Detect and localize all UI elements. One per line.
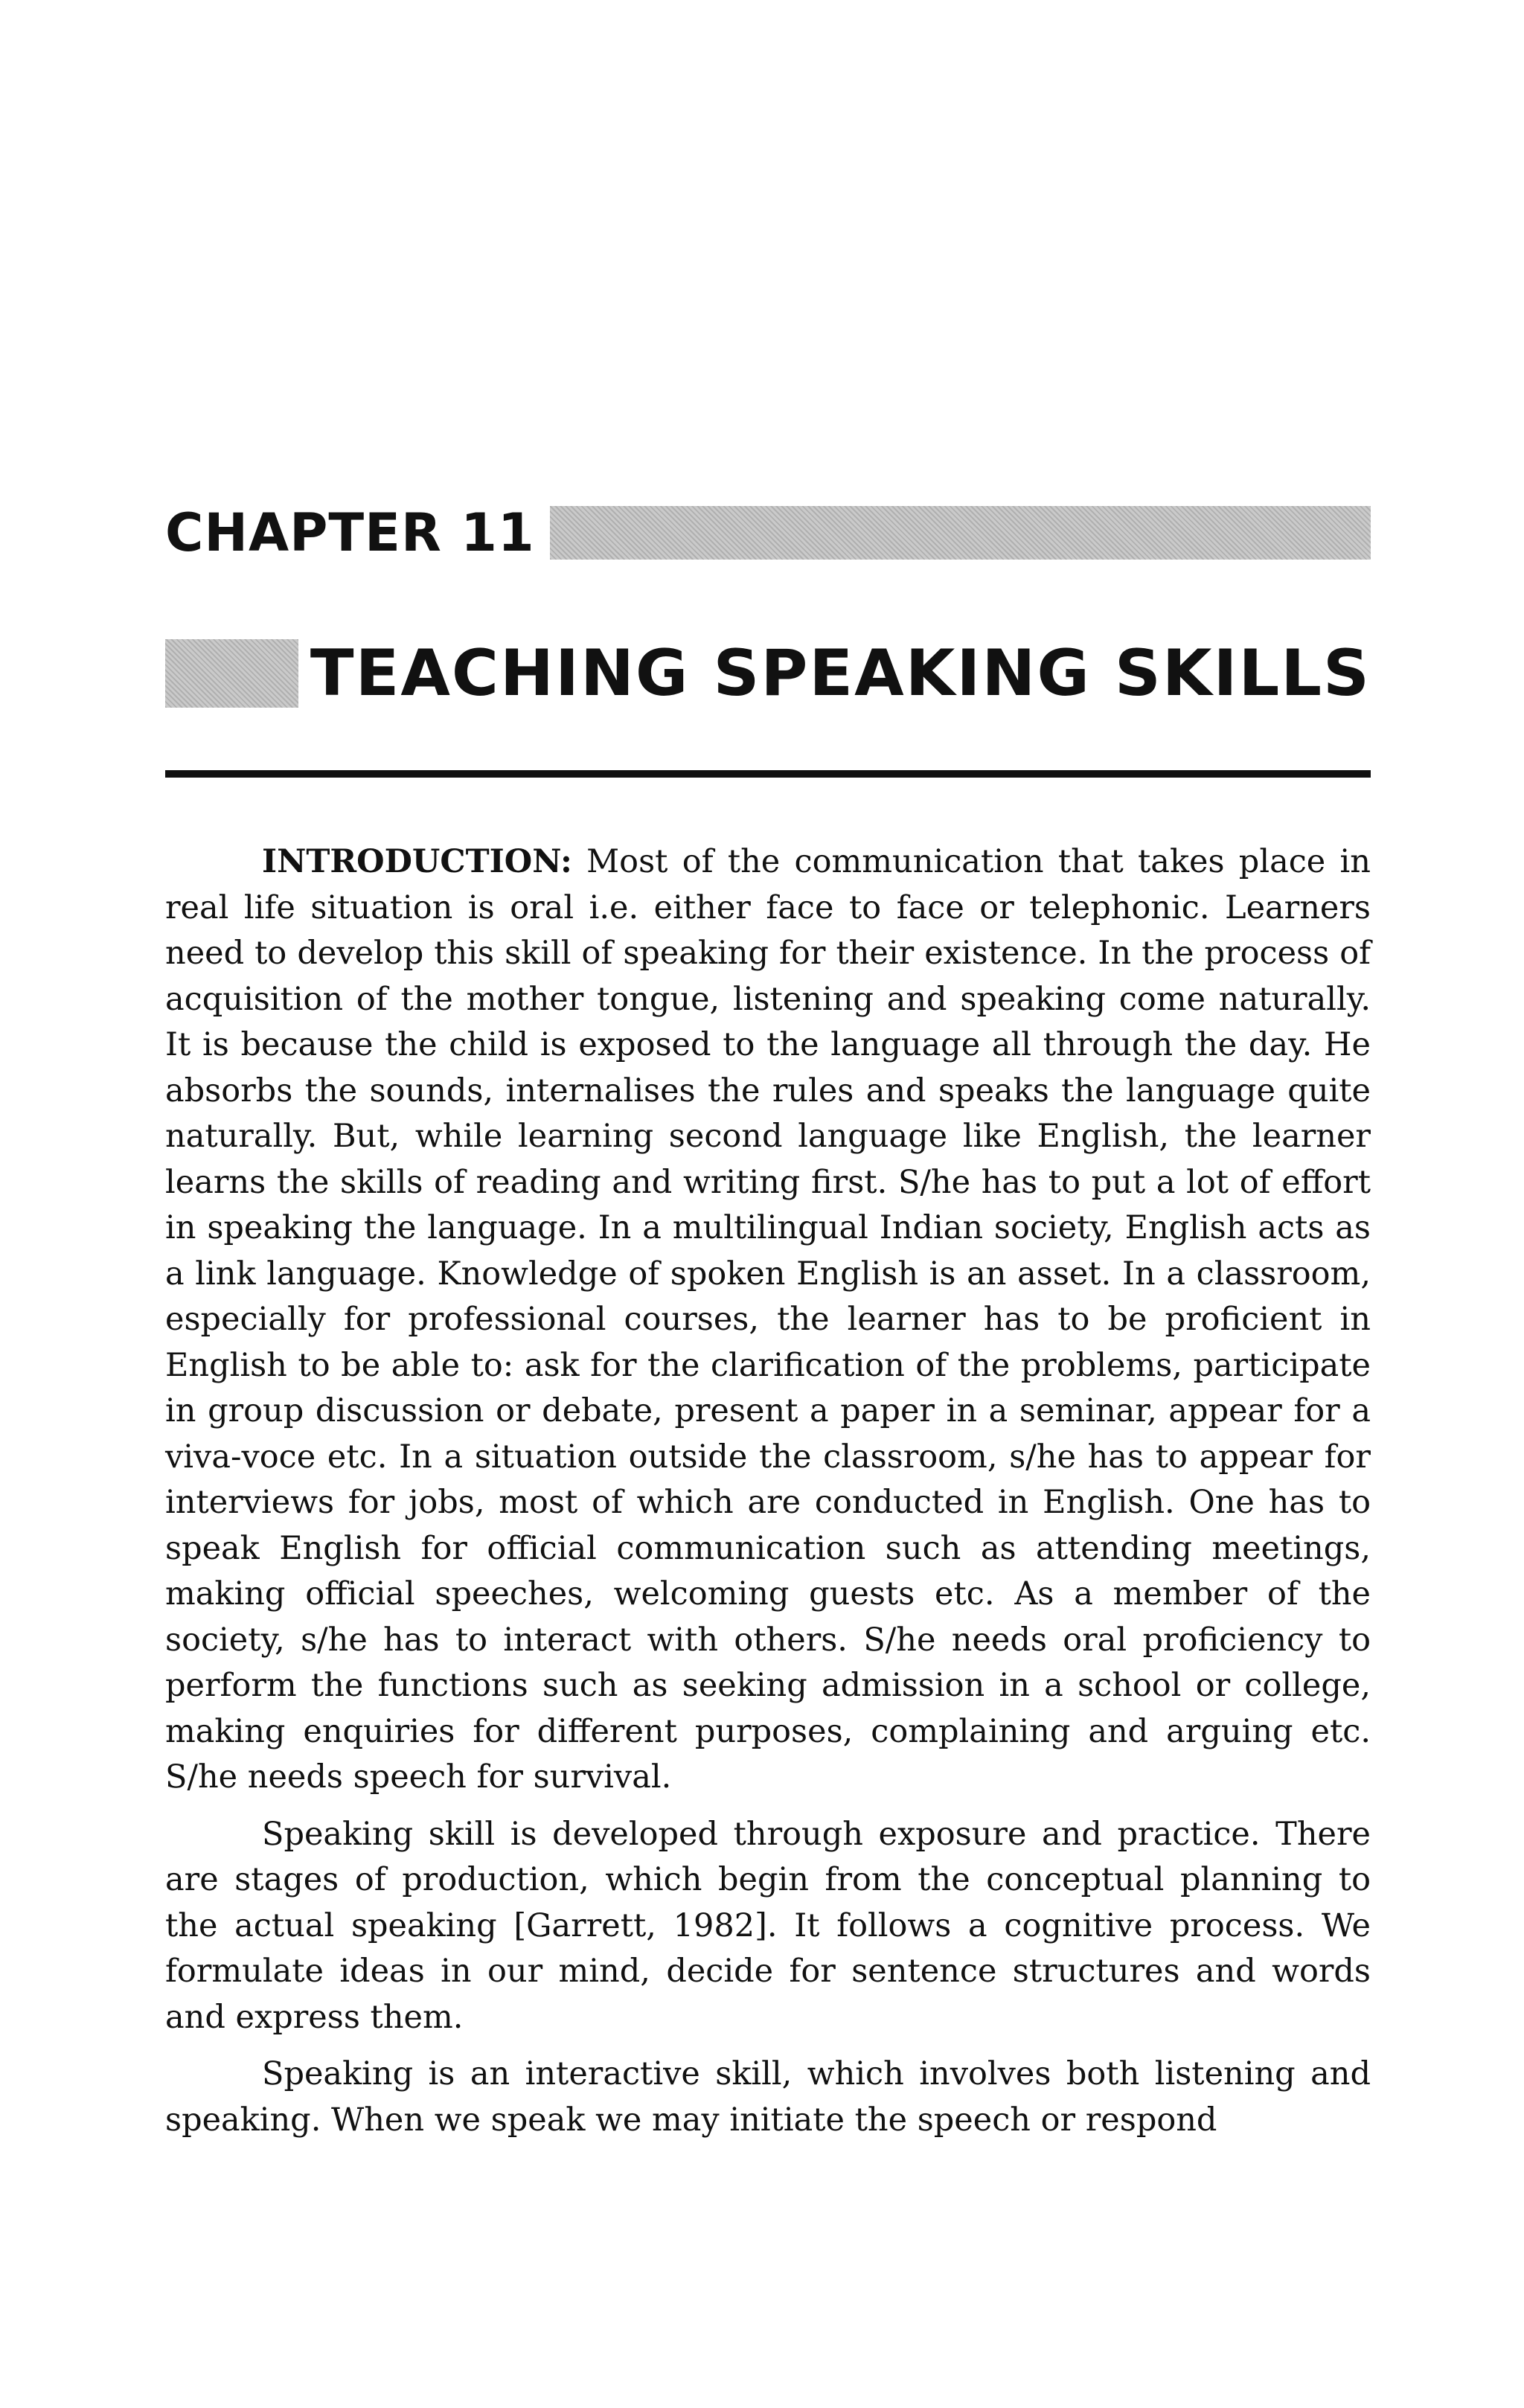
chapter-title: TEACHING SPEAKING SKILLS [310,636,1371,711]
body-text [165,839,1371,2154]
paragraph-3: Speaking is an interactive skill, which involves both listening and speaking. When we speak we may initiate the speech or respond [165,2055,1371,2139]
paragraph-introduction [165,839,1371,1801]
chapter-shaded-bar [550,506,1371,560]
introduction-label: INTRODUCTION: [262,843,572,880]
paragraph-2: Speaking skill is developed through exposure and practice. There are stages of production, which begin from the conceptual planning to the actual speaking [Garrett, 1982]. It follows a cognitive process. We formulate ideas in our mind, decide for sentence structures and words and express them. [165,1815,1371,2036]
chapter-header [165,502,1371,563]
paragraph-1-text: Most of the communication that takes place in real life situation is oral i.e. either face to face or telephonic. Learners need to develop this skill of speaking for their existence. In the process of acquisition of the mother tongue, listening and speaking come naturally. It is because the child is exposed to the language all through the day. He absorbs the sounds, internalises the rules and speaks the language quite naturally. But, while learning second language like English, the learner learns the skills of reading and writing first. S/he has to put a lot of effort in speaking the language. In a multilingual Indian society, English acts as a link language. Knowledge of spoken English is an asset. In a classroom, especially for professional courses, the learner has to be proficient in English to be able to: ask for the clarification of the problems, participate in group discussion or debate, present a paper in a seminar, appear for a viva-voce etc. In a situation outside the classroom, s/he has to appear for interviews for jobs, most of which are conducted in English. One has to speak English for official communication such as attending meetings, making official speeches, welcoming guests etc. As a member of the society, s/he has to interact with others. S/he needs oral proficiency to perform the functions such as seeking admission in a school or college, making enquiries for different purposes, complaining and arguing etc. S/he needs speech for survival. [165,843,1371,1796]
title-shaded-block [165,639,298,708]
title-divider-rule [165,770,1371,778]
chapter-title-row [165,633,1371,714]
chapter-label: CHAPTER 11 [165,502,535,563]
